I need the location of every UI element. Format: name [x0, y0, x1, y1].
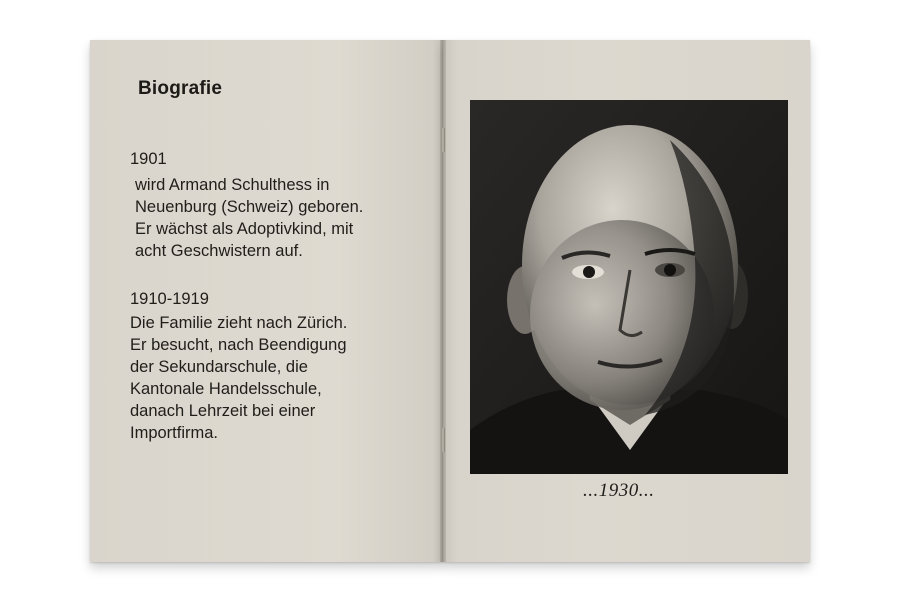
entry-year-1901: 1901	[130, 150, 167, 168]
entry-1-line-4: acht Geschwistern auf.	[135, 242, 303, 260]
entry-1-line-3: Er wächst als Adoptivkind, mit	[135, 220, 354, 238]
staple-top	[441, 128, 445, 152]
entry-year-1910-1919: 1910-1919	[130, 290, 209, 308]
booklet-spine	[440, 40, 446, 562]
entry-2-line-1: Die Familie zieht nach Zürich.	[130, 314, 348, 332]
entry-2-line-2: Er besucht, nach Beendigung	[130, 336, 347, 354]
entry-1-line-2: Neuenburg (Schweiz) geboren.	[135, 198, 364, 216]
biography-heading: Biografie	[138, 78, 223, 99]
entry-2-line-3: der Sekundarschule, die	[130, 358, 308, 376]
entry-2-line-4: Kantonale Handelsschule,	[130, 380, 322, 398]
staple-bottom	[441, 428, 445, 452]
entry-2-line-5: danach Lehrzeit bei einer	[130, 402, 316, 420]
entry-2-line-6: Importfirma.	[130, 424, 219, 442]
portrait-photo	[470, 100, 788, 474]
photo-caption: ...1930...	[583, 480, 655, 501]
entry-1-line-1: wird Armand Schulthess in	[135, 176, 330, 194]
